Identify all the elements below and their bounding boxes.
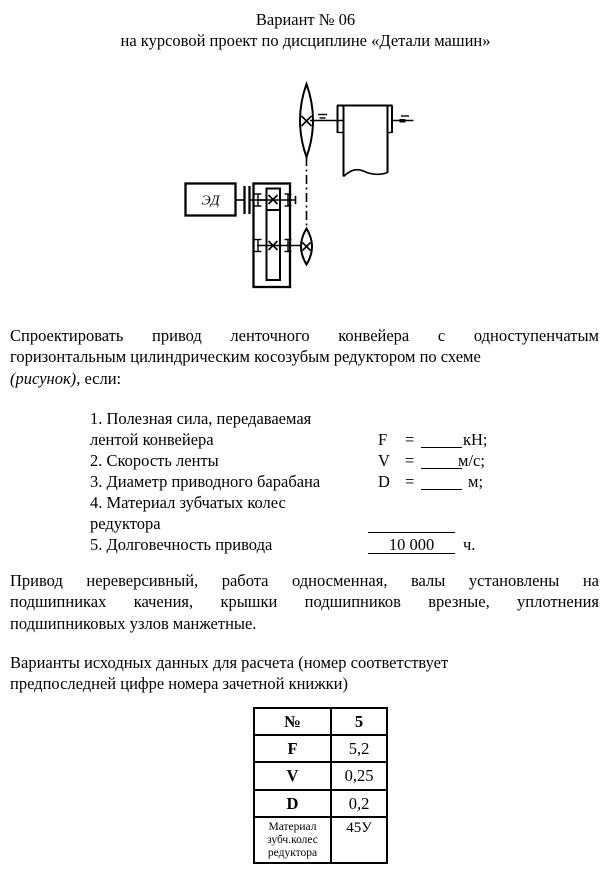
durability-value: 10 000 bbox=[368, 535, 455, 554]
conditions-line: подшипниках качения, крышки подшипников врезные, уплотнения bbox=[10, 592, 599, 612]
drive-kinematic-scheme bbox=[180, 80, 450, 310]
unit-label: м; bbox=[468, 472, 484, 491]
param-name-cell: Материал зубч.колес редуктора bbox=[254, 817, 331, 863]
variants-table bbox=[253, 707, 388, 864]
parameters-list bbox=[90, 409, 560, 556]
table-row bbox=[254, 762, 387, 790]
parameter-text: 5. Долговечность привода bbox=[90, 535, 273, 554]
param-value-cell: 0,2 bbox=[331, 790, 387, 817]
drum-break-line bbox=[344, 170, 388, 177]
variant-title: Вариант № 06 bbox=[255, 10, 356, 29]
parameter-row bbox=[90, 472, 560, 493]
table-row bbox=[254, 817, 387, 863]
figure-reference: (рисунок) bbox=[10, 368, 77, 388]
parameter-row bbox=[90, 430, 560, 451]
drum-shaft-bearing-left bbox=[318, 115, 327, 119]
param-name-cell: D bbox=[254, 790, 331, 817]
param-value-cell: 5 bbox=[331, 708, 387, 735]
task-line: горизонтальным цилиндрическим косозубым редуктором по схеме bbox=[10, 347, 481, 367]
param-value-cell: 0,25 bbox=[331, 762, 387, 790]
electric-motor bbox=[186, 184, 244, 216]
table-row bbox=[254, 708, 387, 735]
blank-underline bbox=[421, 434, 462, 448]
task-line-rest: , если: bbox=[76, 368, 122, 388]
chain-drive bbox=[300, 84, 313, 265]
variants-note-line: Варианты исходных данных для расчета (номер соответствует bbox=[10, 653, 449, 672]
parameter-text: 2. Скорость ленты bbox=[90, 451, 219, 470]
param-value-cell: 5,2 bbox=[331, 735, 387, 762]
unit-label: ч. bbox=[463, 535, 476, 554]
task-line: Спроектировать привод ленточного конвейера с одноступенчатым bbox=[10, 326, 599, 345]
document-subtitle: на курсовой проект по дисциплине «Детали машин» bbox=[120, 31, 491, 50]
parameter-row bbox=[90, 409, 560, 430]
parameter-row bbox=[90, 493, 560, 514]
motor-label: ЭД bbox=[201, 193, 220, 209]
parameter-text: 1. Полезная сила, передаваемая bbox=[90, 409, 312, 428]
table-row bbox=[254, 790, 387, 817]
parameter-row bbox=[90, 451, 560, 472]
parameter-row bbox=[90, 535, 560, 556]
parameter-text: редуктора bbox=[90, 514, 161, 533]
task-line bbox=[10, 368, 599, 389]
param-name-cell: V bbox=[254, 762, 331, 790]
parameter-symbol: F bbox=[378, 430, 388, 449]
param-name-cell: № bbox=[254, 708, 331, 735]
unit-label: м/с; bbox=[458, 451, 485, 470]
unit-label: кН; bbox=[463, 430, 488, 449]
parameter-text: 4. Материал зубчатых колес bbox=[90, 493, 286, 512]
variants-note bbox=[10, 652, 599, 695]
operating-conditions bbox=[10, 570, 599, 634]
parameter-row bbox=[90, 514, 560, 535]
parameter-symbol: V bbox=[378, 451, 390, 470]
conditions-line: Привод нереверсивный, работа односменная, валы установлены на bbox=[10, 571, 599, 590]
blank-underline bbox=[421, 476, 462, 490]
equals-sign: = bbox=[405, 451, 415, 470]
blank-underline bbox=[421, 455, 462, 469]
conveyor-drum bbox=[310, 106, 414, 177]
conditions-line: подшипниковых узлов манжетные. bbox=[10, 613, 257, 633]
task-description bbox=[10, 325, 599, 389]
document-header bbox=[0, 9, 611, 51]
param-name-cell: F bbox=[254, 735, 331, 762]
table-row bbox=[254, 735, 387, 762]
parameter-symbol: D bbox=[378, 472, 390, 491]
parameter-text: 3. Диаметр приводного барабана bbox=[90, 472, 321, 491]
variants-note-line: предпоследней цифре номера зачетной книжки) bbox=[10, 674, 348, 694]
equals-sign: = bbox=[405, 430, 415, 449]
param-value-cell: 45У bbox=[331, 817, 387, 863]
parameter-text: лентой конвейера bbox=[90, 430, 214, 449]
blank-underline bbox=[368, 519, 455, 533]
equals-sign: = bbox=[405, 472, 415, 491]
drum-shaft-bearing-right bbox=[400, 116, 410, 123]
